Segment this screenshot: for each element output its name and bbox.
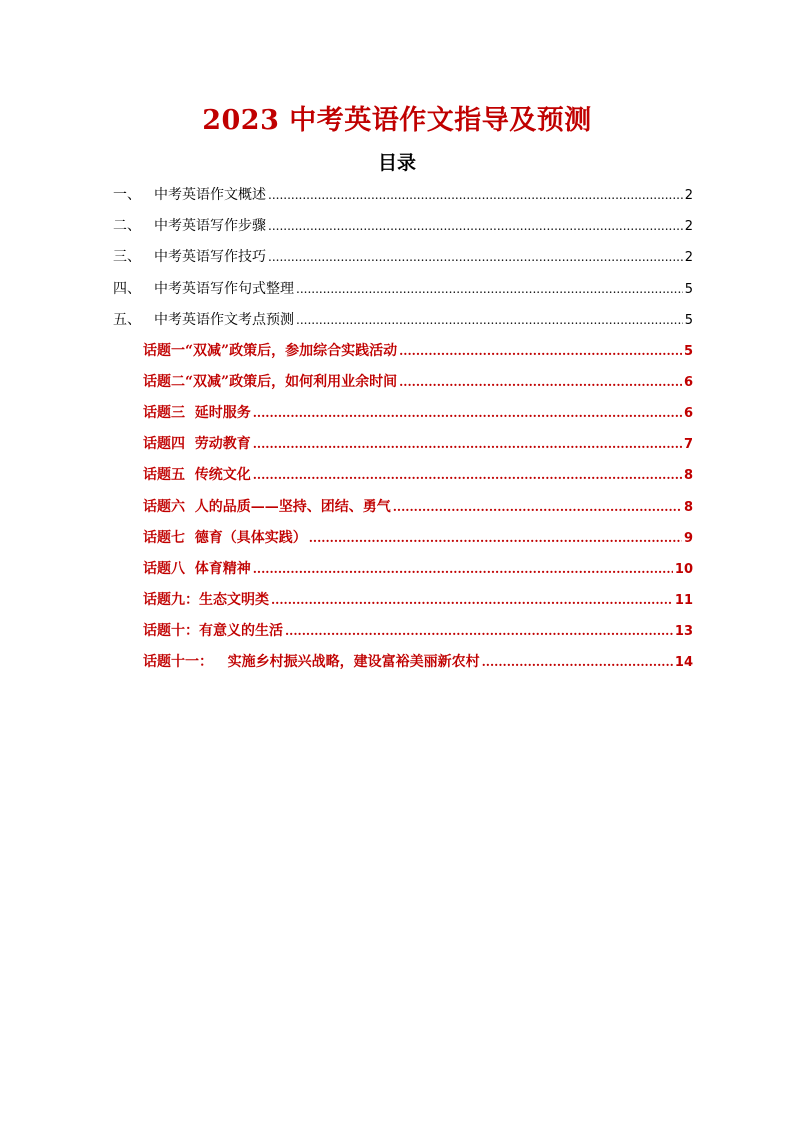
toc-subentry-page: 6 (683, 406, 693, 421)
toc-leader-dots (296, 310, 683, 330)
toc-subentry-text: 话题八 体育精神 (143, 561, 251, 577)
toc-heading: 目录 (377, 152, 416, 174)
toc-subentry-text: 话题七 德育（具体实践） (143, 530, 307, 546)
toc-leader-dots (253, 465, 682, 485)
page-title: 2023 中考英语作文指导及预测 (202, 105, 592, 136)
toc-subentry-3[interactable] (143, 403, 693, 423)
toc-leader-dots (253, 559, 673, 579)
toc-entry-page: 5 (684, 313, 693, 328)
toc-leader-dots (268, 185, 683, 205)
toc-subentry-page: 14 (674, 655, 693, 670)
toc-subentry-text: 话题一“双减”政策后，参加综合实践活动 (143, 343, 398, 359)
toc-entry-number: 二、 (113, 218, 141, 234)
toc-entry-5[interactable] (113, 310, 693, 330)
toc-leader-dots (399, 372, 682, 392)
toc-subentry-page: 10 (674, 562, 693, 577)
toc-subentry-page: 7 (683, 437, 693, 452)
toc-subentry-page: 11 (674, 593, 693, 608)
toc-subentry-1[interactable] (143, 341, 693, 361)
toc-entry-text: 中考英语写作步骤 (154, 218, 266, 234)
toc-entry-text: 中考英语作文考点预测 (154, 312, 294, 328)
toc-subentry-text: 话题三 延时服务 (143, 405, 251, 421)
toc-subentry-9[interactable] (143, 590, 693, 610)
toc-leader-dots (393, 497, 682, 517)
toc-subentry-text: 话题六 人的品质——坚持、团结、勇气 (143, 499, 391, 515)
toc-entry-page: 2 (684, 219, 693, 234)
toc-entry-2[interactable] (113, 216, 693, 236)
toc-subentry-text: 话题十一： 实施乡村振兴战略，建设富裕美丽新农村 (143, 654, 480, 670)
toc-entry-1[interactable] (113, 185, 693, 205)
toc-subentry-7[interactable] (143, 528, 693, 548)
toc-entry-page: 5 (684, 282, 693, 297)
toc-entry-number: 五、 (113, 312, 141, 328)
toc-subentry-8[interactable] (143, 559, 693, 579)
toc-leader-dots (271, 590, 673, 610)
toc-subentry-10[interactable] (143, 621, 693, 641)
toc-subentry-5[interactable] (143, 465, 693, 485)
toc-leader-dots (268, 216, 683, 236)
toc-leader-dots (482, 652, 673, 672)
toc-entry-text: 中考英语作文概述 (154, 187, 266, 203)
toc-subentry-2[interactable] (143, 372, 693, 392)
toc-leader-dots (285, 621, 673, 641)
toc-subentry-page: 5 (683, 344, 693, 359)
toc-entry-page: 2 (684, 250, 693, 265)
toc-subentry-11[interactable] (143, 652, 693, 672)
toc-leader-dots (253, 403, 682, 423)
toc-entry-page: 2 (684, 188, 693, 203)
toc-leader-dots (399, 341, 682, 361)
toc-subentry-page: 6 (683, 375, 693, 390)
toc-entry-4[interactable] (113, 279, 693, 299)
toc-subentry-6[interactable] (143, 497, 693, 517)
toc-subentry-page: 8 (683, 468, 693, 483)
toc-entry-number: 三、 (113, 249, 141, 265)
toc-leader-dots (253, 434, 682, 454)
toc-entry-number: 一、 (113, 187, 141, 203)
toc-subentry-text: 话题九：生态文明类 (143, 592, 269, 608)
toc-entry-text: 中考英语写作技巧 (154, 249, 266, 265)
toc-subentry-text: 话题五 传统文化 (143, 467, 251, 483)
toc-leader-dots (268, 247, 683, 267)
toc-subentry-4[interactable] (143, 434, 693, 454)
toc-entry-3[interactable] (113, 247, 693, 267)
toc-subentry-page: 9 (683, 531, 693, 546)
toc-leader-dots (309, 528, 682, 548)
toc-entry-number: 四、 (113, 281, 141, 297)
toc-subentry-text: 话题二“双减”政策后，如何利用业余时间 (143, 374, 398, 390)
toc-subentry-page: 13 (674, 624, 693, 639)
toc-entry-text: 中考英语写作句式整理 (154, 281, 294, 297)
toc-subentry-text: 话题四 劳动教育 (143, 436, 251, 452)
toc-subentry-page: 8 (683, 500, 693, 515)
toc-subentry-text: 话题十：有意义的生活 (143, 623, 283, 639)
toc-leader-dots (296, 279, 683, 299)
